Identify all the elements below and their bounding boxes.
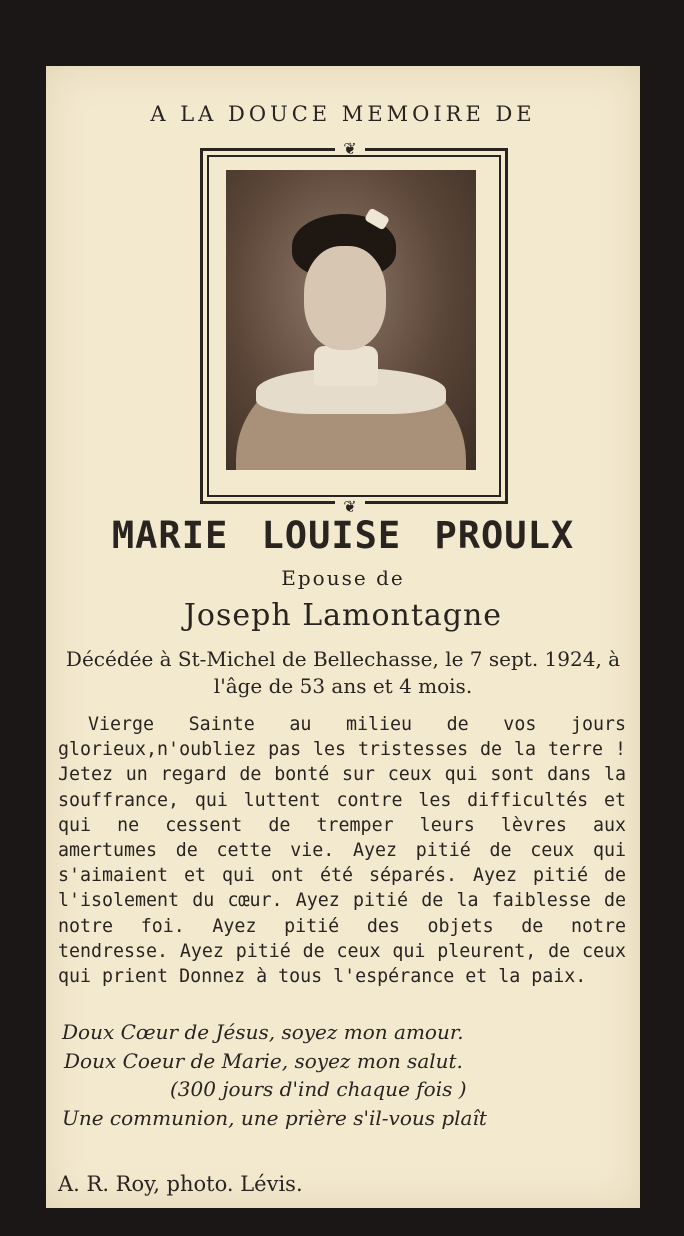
invocation-jesus: Doux Cœur de Jésus, soyez mon amour. <box>62 1020 464 1044</box>
death-notice: Décédée à St-Michel de Bellechasse, le 7 sept. 1924, à l'âge de 53 ans et 4 mois. <box>65 647 621 698</box>
invocations <box>62 1018 624 1132</box>
frame-ornament-bottom-icon: ❦ <box>335 497 365 513</box>
communion-request: Une communion, une prière s'il-vous plaît <box>62 1105 487 1130</box>
invocation-marie: Doux Coeur de Marie, soyez mon salut. <box>64 1048 463 1073</box>
prayer-text: Vierge Sainte au milieu de vos jours glorieux,n'oubliez pas les tristesses de la terre ! Jetez un regard de bonté sur ceux qui sont dans la souffrance, qui luttent contre les difficultés et qui ne cessent de tremper leurs lèvres aux amertumes de cette vie. Ayez pitié de ceux qui s'aimaient et qui ont été séparés. Ayez pitié de l'isolement du cœur. Ayez pitié de la faiblesse de notre foi. Ayez pitié des objets de notre tendresse. Ayez pitié de ceux qui pleurent, de ceux qui prient Donnez à tous l'espérance et la paix. <box>58 714 626 988</box>
memorial-card <box>46 66 640 1208</box>
indulgence-note: (300 jours d'ind chaque fois ) <box>170 1077 467 1101</box>
deceased-name: MARIE LOUISE PROULX <box>111 514 575 557</box>
photographer-credit: A. R. Roy, photo. Lévis. <box>58 1172 303 1196</box>
spouse-label: Epouse de <box>281 566 405 590</box>
card-heading: A LA DOUCE MEMOIRE DE <box>150 102 536 126</box>
portrait-photo <box>226 170 476 470</box>
frame-ornament-top-icon: ❦ <box>335 139 365 155</box>
spouse-name: Joseph Lamontagne <box>183 598 503 633</box>
